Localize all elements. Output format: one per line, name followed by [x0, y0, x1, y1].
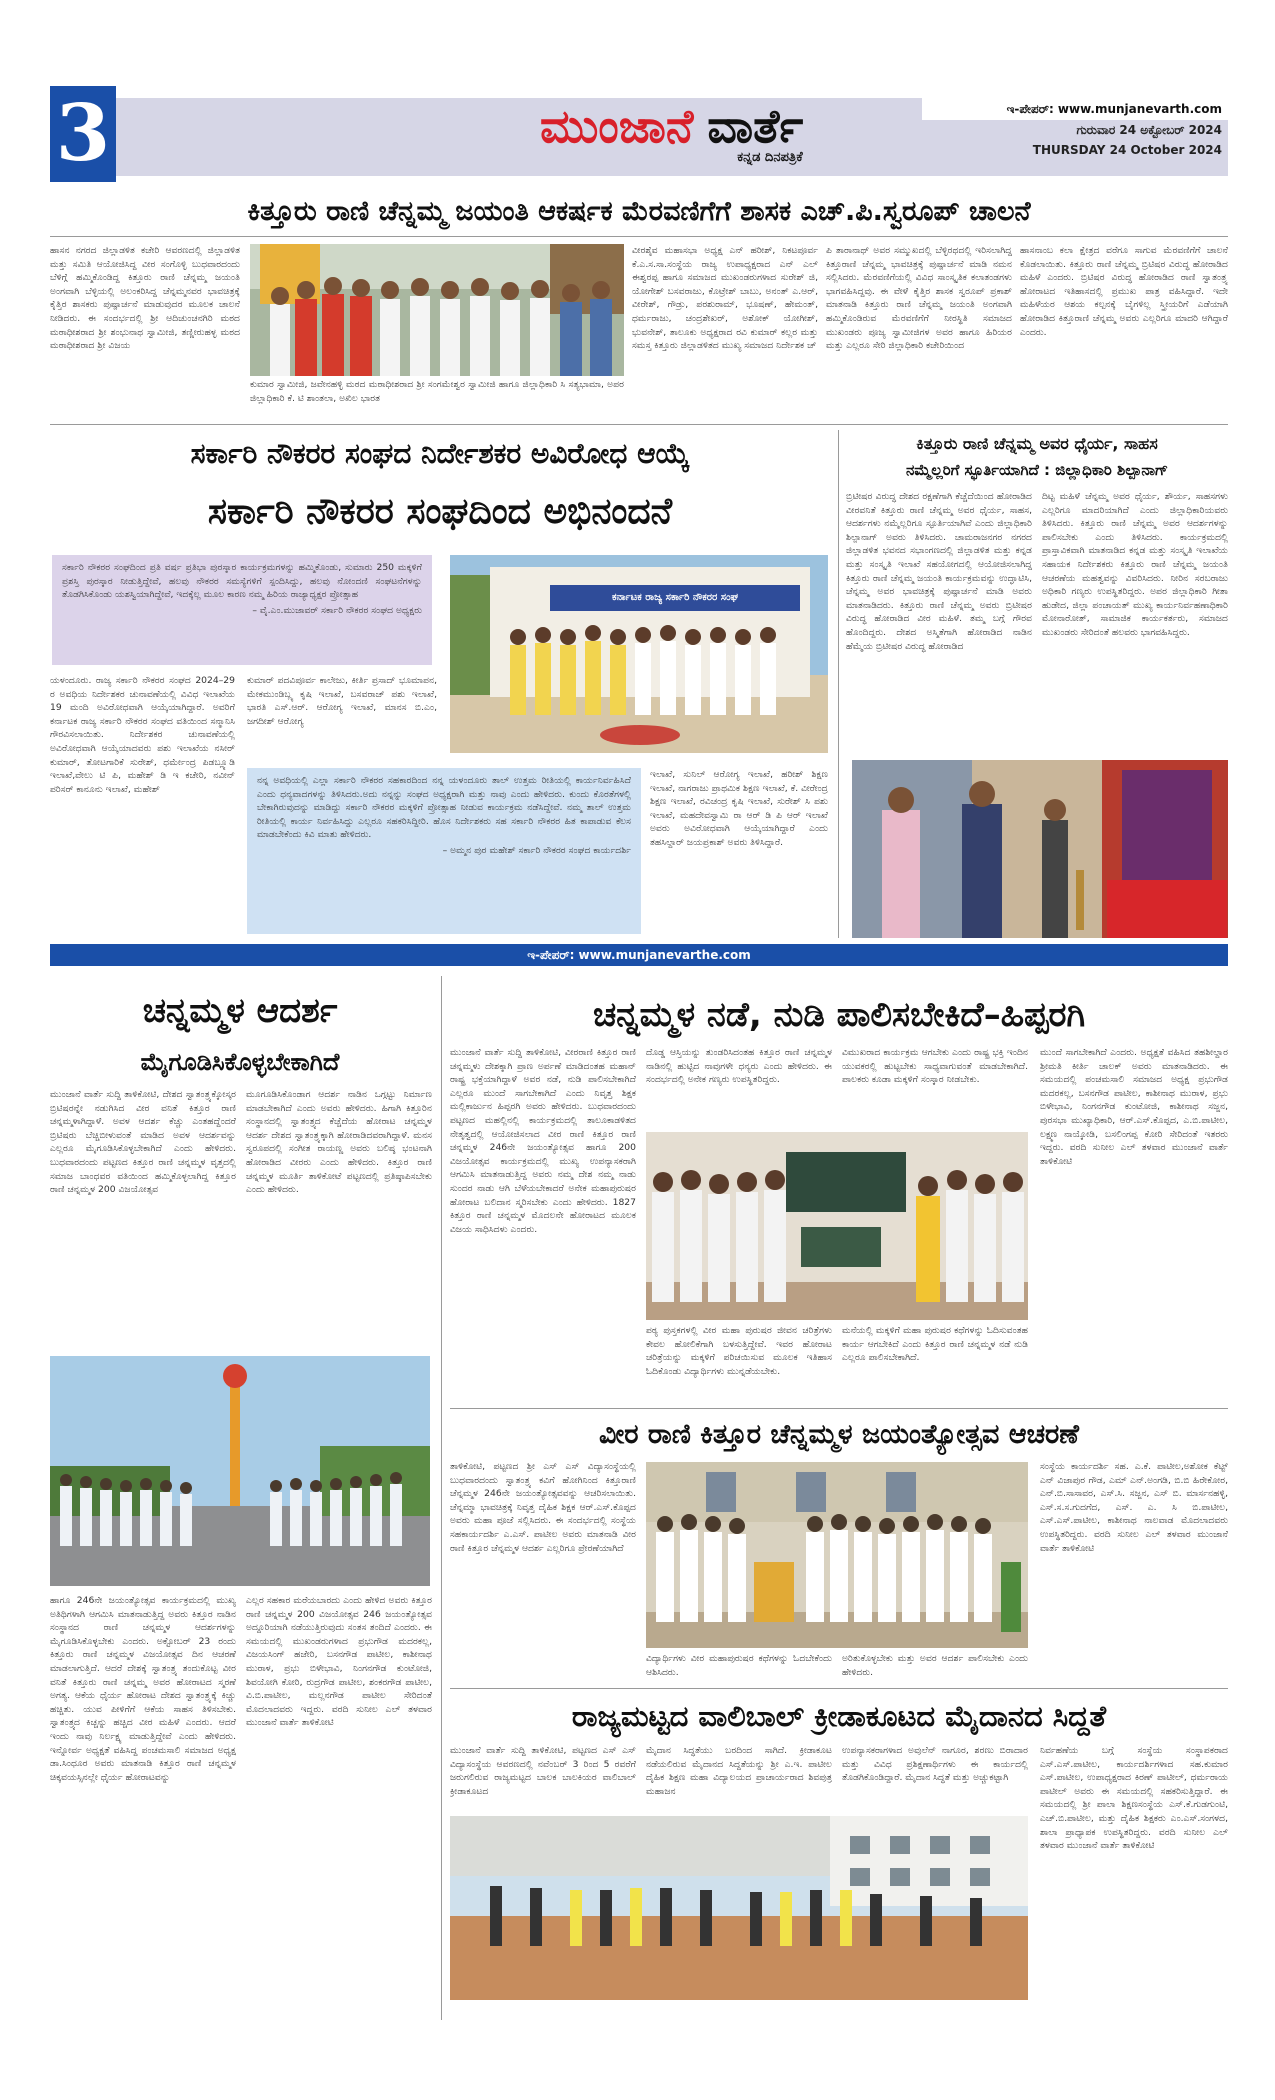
story1-headline: ಕಿತ್ತೂರು ರಾಣಿ ಚೆನ್ನಮ್ಮ ಜಯಂತಿ ಆಕರ್ಷಕ ಮೆರವಣಿಗೆಗೆ ಶಾಸಕ ಎಚ್.ಪಿ.ಸ್ವರೂಪ್ ಚಾಲನೆ — [247, 196, 1031, 227]
volleyball-ground-photo — [450, 1816, 1028, 2000]
story2-col1: ಯಳಂದೂರು. ರಾಜ್ಯ ಸರ್ಕಾರಿ ನೌಕರರ ಸಂಘದ 2024–29 ರ ಅವಧಿಯ ನಿರ್ದೇಶಕರ ಚುನಾವಣೆಯಲ್ಲಿ ವಿವಿಧ ಇಲಾಖೆಯ 19 ಮಂದಿ ಅವಿರೋಧವಾಗಿ ಆಯ್ಕೆಯಾಗಿದ್ದಾರೆ. ಅವರಿಗೆ ಕರ್ನಾಟಕ ರಾಜ್ಯ ಸರ್ಕಾರಿ ನೌಕರರ ಸಂಘದ ವತಿಯಿಂದ ಸನ್ಮಾನಿಸಿ ಗೌರವಿಸಲಾಯಿತು. ನಿರ್ದೇಶಕರ ಚುನಾವಣೆಯಲ್ಲಿ ಅವಿರೋಧವಾಗಿ ಆಯ್ಕೆಯಾದವರು ಪಶು ಇಲಾಖೆಯ ನಸೀರ್ ಕುಮಾರ್, ತೋಟಗಾರಿಕೆ ಸುರೇಶ್, ಧರ್ಮೇಂದ್ರ ಪಿಡಬ್ಲ್ಯೂಡಿ ಇಲಾಖೆ,ವೇಲು ಟಿ ಪಿ, ಮಹೇಶ್ ಡಿ ಇ ಕಚೇರಿ, ನವೀನ್ ಪರಿಸರ್ ಕಾನೂನು ಇಲಾಖೆ, ಮಹೇಶ್ — [50, 675, 235, 795]
story5-col4: ಮುಂದೆ ಸಾಗಬೇಕಾಗಿದೆ ಎಂದರು. ಅಧ್ಯಕ್ಷತೆ ವಹಿಸಿದ ತಹಶೀಲ್ದಾರ ಶ್ರೀಮತಿ ಕೀರ್ತಿ ಚಾಲಕ್ ಅವರು ಮಾತನಾಡಿದರು. ಈ ಸಮಯದಲ್ಲಿ ಪಂಚಮಸಾಲಿ ಸಮಾಜದ ಅಧ್ಯಕ್ಷ ಪ್ರಭುಗೌಡ ಮದರಕಲ್ಲ, ಬಸನಗೌಡ ಪಾಟೀಲ, ಕಾಶೀನಾಥ ಮುರಾಳ, ಪ್ರಭು ಬಿಳೇಭಾವಿ, ನಿಂಗನಗೌಡ ಕುಂಟೋಜಿ, ಕಾಶೀನಾಥ ಸಜ್ಜನ, ಪುರಸಭಾ ಮುಖ್ಯಾಧಿಕಾರಿ, ಆರ್.ಎಸ್.ಕೊಪ್ಪದ, ಎ.ಬಿ.ಪಾಟೀಲ, ಲಕ್ಷ್ಮಣ ನಾಯ್ಕೋಡಿ, ಬಸಲಿಂಗಪ್ಪ ಕೋರಿ ಸೇರಿದಂತೆ ಇತರರು ಇದ್ದರು. ವರದಿ ಸುನೀಲ ಎಲ್ ತಳವಾರ ಮುಂಜಾನೆ ವಾರ್ತೆ ತಾಳಿಕೋಟಿ — [1040, 1047, 1228, 1167]
divider — [450, 1688, 1228, 1689]
story7-col2: ಮೈದಾನ ಸಿದ್ಧತೆಯು ಬರದಿಂದ ಸಾಗಿದೆ. ಕ್ರೀಡಾಕೂಟ ನಡೆಯಲಿರುವ ಮೈದಾನದ ಸಿದ್ದತೆಯನ್ನು ಶ್ರೀ ಎ.ಇ. ಪಾಟೀಲ ದೈಹಿಕ ಶಿಕ್ಷಣ ಮಹಾ ವಿದ್ಯಾಲಯದ ಪ್ರಾಚಾರ್ಯರಾದ ಶಿವಪುತ್ರ ಮಹಾಜನ — [646, 1745, 832, 1797]
story5-col2: ದೊಡ್ಡ ಆಸ್ತಿಯನ್ನು ತುಂಡರಿಸಿದಂತಹ ಕಿತ್ತೂರ ರಾಣಿ ಚನ್ನಮ್ಮಳ ನಾಡಿನಲ್ಲಿ ಹುಟ್ಟಿದ ನಾವುಗಳೇ ಧನ್ಯರು ಎಂದು ಹೇಳಿದರು. ಈ ಸಂದರ್ಭದಲ್ಲಿ ಅನೇಕ ಗಣ್ಯರು ಉಪಸ್ಥಿತರಿದ್ದರು. — [646, 1047, 832, 1086]
story1-col1: ಹಾಸನ ನಗರದ ಜಿಲ್ಲಾಡಳಿತ ಕಚೇರಿ ಆವರಣದಲ್ಲಿ ಜಿಲ್ಲಾಡಳಿತ ಮತ್ತು ಸಮಿತಿ ಆಯೋಜಿಸಿದ್ದ ವೀರ ಸಂಗೊಳ್ಳಿ ಬುಧವಾರದಂದು ಬೆಳಿಗ್ಗೆ ಹಮ್ಮಿಕೊಂಡಿದ್ದ ಕಿತ್ತೂರು ರಾಣಿ ಚೆನ್ನಮ್ಮ ಜಯಂತಿ ಅಂಗವಾಗಿ ಬೆಳ್ಳಿಯಲ್ಲಿ ಅಲಂಕರಿಸಿದ್ದ ಚೆನ್ನಮ್ಮನವರ ಭಾವಚಿತ್ರಕ್ಕೆ ಕೈತ್ತಿರ ಶಾಸಕರು ಪುಷ್ಪಾರ್ಚನೆ ಮಾಡುವುದರ ಮೂಲಕ ಚಾಲನೆ ನೀಡಿದರು. ಈ ಸಂದರ್ಭದಲ್ಲಿ ಶ್ರೀ ಆದಿಚುಂಚನಗಿರಿ ಮಠದ ಮಠಾಧೀಶರಾದ ಶ್ರೀ ಶಂಭುನಾಥ ಸ್ವಾಮೀಜಿ, ತಣ್ಣೀರುಹಳ್ಳ ಮಠದ ಮಠಾಧೀಶರಾದ ಶ್ರೀ ವಿಜಯ — [50, 245, 240, 352]
story2-col3: ಇಲಾಖೆ, ಸುನಿಲ್ ಆರೋಗ್ಯ ಇಲಾಖೆ, ಹರೀಶ್ ಶಿಕ್ಷಣ ಇಲಾಖೆ, ನಾಗರಾಜು ಪ್ರಾಥಮಿಕ ಶಿಕ್ಷಣ ಇಲಾಖೆ, ಕೆ. ವೀರೇಂದ್ರ ಶಿಕ್ಷಣ ಇಲಾಖೆ, ರವಿಚಂದ್ರ ಕೃಷಿ ಇಲಾಖೆ, ಸುರೇಶ್ ಸಿ ಪಶು ಇಲಾಖೆ, ಮಹದೇವಸ್ವಾಮಿ ರಾ ಆರ್ ಡಿ ಪಿ ಆರ್ ಇಲಾಖೆ ಅವರು ಅವಿರೋಧವಾಗಿ ಆಯ್ಕೆಯಾಗಿದ್ದಾರೆ ಎಂದು ತಹಸಿಲ್ದಾರ್ ಜಯಪ್ರಕಾಶ್ ಅವರು ತಿಳಿಸಿದ್ದಾರೆ. — [650, 769, 828, 848]
date-kannada: ಗುರುವಾರ 24 ಅಕ್ಟೋಬರ್ 2024 — [1076, 123, 1222, 137]
quote-author: – ವೈ.ಎಂ.ಮುಜಾವರ್ ಸರ್ಕಾರಿ ನೌಕರರ ಸಂಘದ ಅಧ್ಯಕ್ಷರು — [252, 604, 422, 616]
divider — [450, 1408, 1228, 1409]
quote2-author: – ಅಮ್ಮನ ಪುರ ಮಹೇಶ್ ಸರ್ಕಾರಿ ನೌಕರರ ಸಂಘದ ಕಾರ್ಯದರ್ಶಿ — [442, 844, 631, 856]
story3-col1: ಬ್ರಿಟೀಷರ ವಿರುದ್ಧ ದೇಶದ ರಕ್ಷಣೆಗಾಗಿ ಕೆಚ್ಚೆದೆಯಿಂದ ಹೋರಾಡಿದ ವೀರವನಿತೆ ಕಿತ್ತೂರು ರಾಣಿ ಚೆನ್ನಮ್ಮ ಅವರ ಧೈರ್ಯ, ಸಾಹಸ, ಆದರ್ಶಗಳು ನಮ್ಮೆಲ್ಲರಿಗೂ ಸ್ಫೂರ್ತಿಯಾಗಿವೆ ಎಂದು ಜಿಲ್ಲಾಧಿಕಾರಿ ಶಿಲ್ಪಾನಾಗ್ ಅವರು ತಿಳಿಸಿದರು. ಚಾಮರಾಜನಗರ ನಗರದ ಜಿಲ್ಲಾಡಳಿತ ಭವನದ ಸಭಾಂಗಣದಲ್ಲಿ ಜಿಲ್ಲಾಡಳಿತ ಮತ್ತು ಕನ್ನಡ ಮತ್ತು ಸಂಸ್ಕೃತಿ ಇಲಾಖೆ ಸಹಯೋಗದಲ್ಲಿ ಆಯೋಜಿಸಲಾಗಿದ್ದ ಕಿತ್ತೂರು ರಾಣಿ ಚೆನ್ನಮ್ಮ ಜಯಂತಿ ಕಾರ್ಯಕ್ರಮವನ್ನು ಉದ್ಘಾಟಿಸಿ, ಚೆನ್ನಮ್ಮ ಅವರ ಭಾವಚಿತ್ರಕ್ಕೆ ಪುಷ್ಪಾರ್ಚನೆ ಮಾಡಿ ಅವರು ಮಾತನಾಡಿದರು. ಕಿತ್ತೂರು ರಾಣಿ ಚೆನ್ನಮ್ಮ ಅವರು ಬ್ರಿಟೀಷರ ವಿರುದ್ಧ ಹೋರಾಡಿದ ವೀರ ಮಹಿಳೆ. ತಮ್ಮ ಬಗ್ಗೆ ಗೌರವ ಹೊಂದಿದ್ದರು. ದೇಶದ ಅಸ್ಮಿತೆಗಾಗಿ ಹೋರಾಡಿದ ನಾಡಿನ ಹೆಮ್ಮೆಯ ಬ್ರಿಟೀಷರ ವಿರುದ್ಧ ಹೋರಾಡಿದ — [846, 491, 1032, 652]
classroom-event-photo — [646, 1132, 1028, 1320]
newspaper-logo — [540, 96, 900, 156]
story4-headline1: ಚನ್ನಮ್ಮಳ ಆದರ್ಶ — [142, 991, 338, 1031]
epaper-divider[interactable]: ಇ-ಪೇಪರ್: www.munjanevarthe.com — [50, 944, 1228, 966]
story2-quote2 — [247, 768, 641, 934]
story3-headline2: ನಮ್ಮೆಲ್ಲರಿಗೆ ಸ್ಫೂರ್ತಿಯಾಗಿದೆ : ಜಿಲ್ಲಾಧಿಕಾರಿ ಶಿಲ್ಪಾನಾಗ್ — [905, 461, 1169, 479]
story2-quote — [52, 555, 432, 665]
story6-headline: ವೀರ ರಾಣಿ ಕಿತ್ತೂರ ಚೆನ್ನಮ್ಮಳ ಜಯಂತ್ಯೋತ್ಸವ ಆಚರಣೆ — [599, 1419, 1079, 1450]
story4-photo — [50, 1356, 430, 1586]
column-rule — [441, 976, 442, 2020]
story5-photo — [646, 1132, 1028, 1320]
divider — [50, 236, 1228, 237]
quote2-text: ನನ್ನ ಅವಧಿಯಲ್ಲಿ ಎಲ್ಲಾ ಸರ್ಕಾರಿ ನೌಕರರ ಸಹಕಾರದಿಂದ ನನ್ನ ಯಳಂದೂರು ತಾಲ್ ಉತ್ತಮ ರೀತಿಯಲ್ಲಿ ಕಾರ್ಯನಿರ್ವಹಿಸಿದೆ ಎಂದು ಧನ್ಯವಾದಗಳನ್ನು ತಿಳಿಸಿದರು.ಅದು ನನ್ನನ್ನು ಸಂಘದ ಅಧ್ಯಕ್ಷರಾಗಿ ಮತ್ತು ನಾವು ಎಂದು ಹೇಳಿದರು. ಕುಂದು ಕೊರತೆಗಳಲ್ಲಿ ಬೇಕಾಗಿರುವುದನ್ನು ಮಾಡಿದ್ದು ಸರ್ಕಾರಿ ನೌಕರರ ಮಕ್ಕಳಿಗೆ ಪ್ರೋತ್ಸಾಹ ನೀಡುವ ಕಾರ್ಯಕ್ರಮ ನಡೆಸಿದ್ದೇವೆ. ನಮ್ಮ ತಾಲ್ ಉತ್ತಮ ರೀತಿಯಲ್ಲಿ ಕಾರ್ಯ ನಿರ್ವಹಿಸಿದ್ದು ಎಲ್ಲರೂ ಸಹಕರಿಸಿದ್ದೀರಿ. ಹೊಸ ನಿರ್ದೇಶಕರು ಸಹ ಸರ್ಕಾರಿ ನೌಕರರ ಹಿತ ಕಾಪಾಡುವ ಕೆಲಸ ಮಾಡಬೇಕೆಂದು ಕಿವಿ ಮಾತು ಹೇಳಿದರು. — [257, 775, 631, 841]
date-english: THURSDAY 24 October 2024 — [1032, 143, 1222, 157]
logo-red-word: ಮುಂಜಾನೆ — [540, 99, 694, 153]
epaper-url[interactable]: ಇ-ಪೇಪರ್: www.munjanevarth.com — [922, 98, 1228, 120]
story3-headline1: ಕಿತ್ತೂರು ರಾಣಿ ಚೆನ್ನಮ್ಮ ಅವರ ಧೈರ್ಯ, ಸಾಹಸ — [916, 434, 1158, 453]
story7-col1: ಮುಂಜಾನೆ ವಾರ್ತೆ ಸುದ್ದಿ ತಾಳಿಕೋಟಿ, ಪಟ್ಟಣದ ಎಸ್ ಎಸ್ ವಿದ್ಯಾಸಂಸ್ಥೆಯ ಆವರಣದಲ್ಲಿ ನವೆಂಬರ್ 3 ರಿಂದ 5 ರವರೆಗೆ ಜರುಗಲಿರುವ ರಾಜ್ಯಮಟ್ಟದ ಬಾಲಕ ಬಾಲಕಿಯರ ವಾಲಿಬಾಲ್ ಕ್ರೀಡಾಕೂಟದ — [450, 1745, 636, 1797]
story1-col4: ಹಾಸನಾಂಬ ಕಲಾ ಕ್ಷೇತ್ರದ ವರೆಗೂ ಸಾಗುವ ಮೆರವಣಿಗೆಗೆ ಚಾಲನೆ ಕೊಡಲಾಯಿತು. ಕಿತ್ತೂರು ರಾಣಿ ಚೆನ್ನಮ್ಮ ಬ್ರಿಟಿಷರ ವಿರುದ್ಧ ಹೋರಾಡಿದ ಮಹಿಳೆ ಎಂದರು. ಬ್ರಿಟಿಷರ ವಿರುದ್ಧ ಹೋರಾಡಿದ ರಾಣಿ ಸ್ವಾತಂತ್ರ್ಯ ಹೋರಾಟದ ಇತಿಹಾಸದಲ್ಲಿ ಪ್ರಮುಖ ಪಾತ್ರ ವಹಿಸಿದ್ದಾರೆ. ಇದೇ ಮಹಿಳೆಯರ ಆಶಯ ಕಲ್ಪನಕ್ಕೆ ಬೈಗಳಿಲ್ಲ ಸ್ತ್ರೀಯರಿಗೆ ಎಡೆಯಾಗಿ ಹೋರಾಡಿದ ಕಿತ್ತೂರಾಣಿ ಚೆನ್ನಮ್ಮ ಅವರು ಎಲ್ಲರಿಗೂ ಮಾದರಿ ಆಗಿದ್ದಾರೆ ಎಂದರು. — [1020, 245, 1228, 338]
page-number: 3 — [50, 86, 116, 182]
school-celebration-photo — [646, 1462, 1028, 1648]
story3-photo — [852, 760, 1228, 938]
story2-col2: ಕುಮಾರ್ ಪದವಿಪೂರ್ವ ಕಾಲೇಜು, ಕೀರ್ತಿ ಪ್ರಸಾದ್ ಭೂಮಾಪನ, ಮೇಕಮುಂಡಿಬ್ಲ್ಯ ಕೃಷಿ ಇಲಾಖೆ, ಬಸವರಾಜ್ ಪಶು ಇಲಾಖೆ, ಭಾರತಿ ಎಸ್.ಆರ್. ಆರೋಗ್ಯ ಇಲಾಖೆ, ಮಾನಸ ಬಿ.ಎಂ, ಜಗದೀಶ್ ಆರೋಗ್ಯ — [247, 675, 437, 727]
newspaper-tagline: ಕನ್ನಡ ದಿನಪತ್ರಿಕೆ — [737, 150, 803, 165]
story1-caption: ಕುಮಾರ ಸ್ವಾಮೀಜಿ, ಜವೇನಹಳ್ಳಿ ಮಠದ ಮಠಾಧೀಶರಾದ ಶ್ರೀ ಸಂಗಮೇಶ್ವರ ಸ್ವಾಮೀಜಿ ಹಾಗೂ ಜಿಲ್ಲಾಧಿಕಾರಿ ಸಿ ಸತ್ಯಭಾಮಾ, ಅಪರ ಜಿಲ್ಲಾಧಿಕಾರಿ ಕೆ. ಟಿ ಶಾಂತಲಾ, ಅಖಿಲ ಭಾರತ — [250, 379, 624, 404]
story1-photo — [250, 244, 624, 376]
office-group-photo — [450, 555, 828, 753]
story4-caption1: ಹಾಗೂ 246ನೇ ಜಯಂತ್ಯೋತ್ಸವ ಕಾರ್ಯಕ್ರಮದಲ್ಲಿ ಮುಖ್ಯ ಅತಿಥಿಗಳಾಗಿ ಆಗಮಿಸಿ ಮಾತನಾಡುತ್ತಿದ್ದ ಅವರು ಕಿತ್ತೂರ ನಾಡಿನ ಸಂಸ್ಥಾನದ ರಾಣಿ ಚನ್ನಮ್ಮಳ ಆದರ್ಶಗಳನ್ನು ಮೈಗೂಡಿಸಿಕೊಳ್ಳಬೇಕು ಎಂದರು. ಅಕ್ಟೋಬರ್ 23 ರಂದು ಕಿತ್ತೂರು ರಾಣಿ ಚನ್ನಮ್ಮಳ ವಿಜಯೋತ್ಸವ ದಿನ ಆಚರಣೆ ಮಾಡಲಾಗುತ್ತಿದೆ. — [50, 1595, 236, 1674]
story6-photo — [646, 1462, 1028, 1648]
column-rule — [838, 430, 839, 938]
story5-col1: ಮುಂಜಾನೆ ವಾರ್ತೆ ಸುದ್ದಿ ತಾಳಿಕೋಟಿ, ವೀರರಾಣಿ ಕಿತ್ತೂರ ರಾಣಿ ಚನ್ನಮ್ಮಳು ದೇಶಕ್ಕಾಗಿ ಪ್ರಾಣ ಅರ್ಪಣೆ ಮಾಡಿದಂತಹ ಮಹಾನ್ ರಾಷ್ಟ್ರ ಭಕ್ತೆಯಾಗಿದ್ದಾಳೆ ಅವರ ನಡೆ, ನುಡಿ ಪಾಲಿಸಬೇಕಾಗಿದೆ ಎಲ್ಲರೂ ಮುಂದೆ ಸಾಗಬೇಕಾಗಿದೆ ಎಂದು ನಿವೃತ್ತ ಶಿಕ್ಷಕ ಮಲ್ಲಿಕಾರ್ಜುನ ಹಿಪ್ಪರಗಿ ಅವರು ಹೇಳಿದರು. ಬುಧವಾರದಂದು ಪಟ್ಟಣದ ಮಹಲ್ಲಿನಲ್ಲಿ ಕಾರ್ಯಕ್ರಮದಲ್ಲಿ ತಾಲೂಕಾಡಳಿತದ ನೇತೃತ್ವದಲ್ಲಿ ಆಯೋಜಿಸಲಾದ ವೀರ ರಾಣಿ ಕಿತ್ತೂರ ರಾಣಿ ಚನ್ನಮ್ಮಳ 246ನೇ ಜಯಂತ್ಯೋತ್ಸವ ಹಾಗೂ 200 ವಿಜಯೋತ್ಸವ ಕಾರ್ಯಕ್ರಮದಲ್ಲಿ ಮುಖ್ಯ ಉಪನ್ಯಾಸಕರಾಗಿ ಆಗಮಿಸಿ ಮಾತನಾಡುತ್ತಿದ್ದ ಅವರು ನಮ್ಮ ದೇಶ ನಮ್ಮ ನಾಡು ಸುಂದರ ನಾಡು ಆಗಿ ಬೆಳೆಯಬೇಕಾದರೆ ಅನೇಕ ಮಹಾಪುರುಷರ ಹೋರಾಟ ಬಲಿದಾನ ಸ್ಮರಿಸಬೇಕು ಎಂದು ಹೇಳಿದರು. 1827 ಕಿತ್ತೂರ ರಾಣಿ ಚನ್ನಮ್ಮಳ ಮೊದಲನೇ ಹೋರಾಟದ ಮೂಲಕ ವಿಜಯ ಸಾಧಿಸಿದಳು ಎಂದರು. — [450, 1047, 636, 1235]
story4-col2: ಮೂಗೂಡಿಸಿಕೊಂಡಾಗ ಆದರ್ಶ ನಾಡಿನ ಒಗ್ಗಟ್ಟು ನಿರ್ಮಾಣ ಮಾಡಬೇಕಾಗಿದೆ ಎಂದು ಅವರು ಹೇಳಿದರು. ಹಿಗಾಗಿ ಕಿತ್ತೂರಿನ ಸಂಸ್ಥಾನದಲ್ಲಿ ಸ್ವಾತಂತ್ರ್ಯದ ಕೆಚ್ಚೆದೆಯ ಹೋರಾಟ ಚನ್ನಮ್ಮಳ ಆದರ್ಶ ದೇಶದ ಸ್ವಾತಂತ್ರ್ಯಕ್ಕಾಗಿ ಹೋರಾಡಿದವರಾಗಿದ್ದಾಳೆ. ಮನಸ ಸ್ವರೂಪದಲ್ಲಿ ಸಂಗೀತ ರಾಯಣ್ಣ ಅವರು ಬಲಿಷ್ಠ ಭಂಟನಾಗಿ ಹೋರಾಡಿದ ವೀರರು ಎಂದು ಹೇಳಿದರು. ಕಿತ್ತೂರ ರಾಣಿ ಚನ್ನಮ್ಮಳ ಮೂರ್ತಿ ತಾಳಿಕೋಟೆ ಪಟ್ಟಣದಲ್ಲಿ ಪ್ರತಿಷ್ಠಾಪಿಸಬೇಕು ಎಂದು ಹೇಳಿದರು. — [246, 1089, 432, 1196]
story6-caption: ವಿದ್ಯಾರ್ಥಿಗಳು ವೀರ ಮಹಾಪುರುಷರ ಕಥೆಗಳನ್ನು ಓದಬೇಕೆಂದು ಆಶಿಸಿದರು. — [646, 1653, 832, 1678]
logo-black-word: ವಾರ್ತೆ — [707, 99, 804, 153]
quote-text: ಸರ್ಕಾರಿ ನೌಕರರ ಸಂಘದಿಂದ ಪ್ರತಿ ವರ್ಷ ಪ್ರತಿಭಾ ಪುರಸ್ಕಾರ ಕಾರ್ಯಕ್ರಮಗಳನ್ನು ಹಮ್ಮಿಕೊಂಡು, ಸುಮಾರು 250 ಮಕ್ಕಳಿಗೆ ಪ್ರಶಸ್ತಿ ಪುರಸ್ಕಾರ ನೀಡುತ್ತಿದ್ದೇವೆ, ಹಲವು ನೌಕರರ ಸಮಸ್ಯೆಗಳಿಗೆ ಸ್ಪಂದಿಸಿದ್ದು, ಹಲವು ನೋಂದಣಿ ಸಂಘಟನೆಗಳನ್ನು ತೊಡಗಿಸಿಕೊಂಡು ಯಶಸ್ವಿಯಾಗಿದ್ದೇವೆ, ಇದಕ್ಕೆಲ್ಲ ಮೂಲ ಕಾರಣ ನಮ್ಮ ಹಿರಿಯ ರಾಜ್ಯಾಧ್ಯಕ್ಷರ ಪ್ರೋತ್ಸಾಹ — [62, 562, 422, 601]
story7-headline: ರಾಜ್ಯಮಟ್ಟದ ವಾಲಿಬಾಲ್ ಕ್ರೀಡಾಕೂಟದ ಮೈದಾನದ ಸಿದ್ದತೆ — [571, 1699, 1107, 1733]
story5-col3: ವಿಮುಖರಾದ ಕಾರ್ಯಕ್ರಮ ಆಗಬೇಕು ಎಂದು ರಾಷ್ಟ್ರ ಭಕ್ತಿ ಇಂದಿನ ಯುವಕರಲ್ಲಿ ಹುಟ್ಟಬೇಕು ಸಾಧ್ಯವಾಗುವಂತೆ ಮಾಡಬೇಕಾಗಿದೆ. ಪಾಲಕರು ಕೂಡಾ ಮಕ್ಕಳಿಗೆ ಸಂಸ್ಕಾರ ನೀಡಬೇಕು. — [842, 1047, 1028, 1086]
procession-photo — [250, 244, 624, 376]
story2-photo — [450, 555, 828, 753]
divider — [50, 424, 1228, 425]
story4-col-a-text: ಆದರೆ ದೇಶಕ್ಕೆ ಸ್ವಾತಂತ್ರ್ಯ ತಂದುಕೊಟ್ಟ ವೀರ ವನಿತೆ ಕಿತ್ತೂರು ರಾಣಿ ಚನ್ನಮ್ಮ ಅವರ ಹೋರಾಟದ ಸ್ಮರಣೆ ಅಗತ್ಯ. ಆಕೆಯ ಧೈರ್ಯ ಹೋರಾಟ ದೇಶದ ಸ್ವಾತಂತ್ರ್ಯಕ್ಕೆ ಕಿಚ್ಚು ಹಚ್ಚಿತು. ಯುವ ಪೀಳಿಗೆಗೆ ಆಕೆಯ ಸಾಹಸ ತಿಳಿಸಬೇಕು. ಸ್ವಾತಂತ್ರ್ಯದ ಕಿಚ್ಚನ್ನು ಹಚ್ಚಿದ ವೀರ ಮಹಿಳೆ ಎಂದರು. ಆದರೆ ಇಂದು ನಾವು ನಿರ್ಲಕ್ಷ್ಯ ಮಾಡುತ್ತಿದ್ದೇವೆ ಎಂದು ಹೇಳಿದರು. ಇನ್ನೋರ್ವ ಅಧ್ಯಕ್ಷತೆ ವಹಿಸಿದ್ದ ಪಂಚಮಸಾಲಿ ಸಮಾಜದ ಅಧ್ಯಕ್ಷ ಡಾ.ಸಿಂಧೂರ ಅವರು ಮಾತನಾಡಿ ಕಿತ್ತೂರ ರಾಣಿ ಚನ್ನಮ್ಮಳ ಚಿಕ್ಕವಯಸ್ಸಿನಲ್ಲೇ ಧೈರ್ಯ ಹೋರಾಟವನ್ನು — [50, 1662, 236, 1783]
story1-col3: ಪಿ ತಾರಾನಾಥ್ ಅವರ ಸಮ್ಮುಖದಲ್ಲಿ ಬೆಳ್ಳಿರಥದಲ್ಲಿ ಇರಿಸಲಾಗಿದ್ದ ಕಿತ್ತೂರಾಣಿ ಚೆನ್ನಮ್ಮ ಭಾವಚಿತ್ರಕ್ಕೆ ಪುಷ್ಪಾರ್ಚನೆ ಮಾಡಿ ನಮನ ಸಲ್ಲಿಸಿದರು. ಮೆರವಣಿಗೆಯಲ್ಲಿ ವಿವಿಧ ಸಾಂಸ್ಕೃತಿಕ ಕಲಾತಂಡಗಳು ಭಾಗವಹಿಸಿದ್ದವು. ಈ ವೇಳೆ ಕೈತ್ತಿರ ಶಾಸಕ ಸ್ವರೂಪ್ ಪ್ರಕಾಶ್ ಮಾತನಾಡಿ ಕಿತ್ತೂರು ರಾಣಿ ಚೆನ್ನಮ್ಮ ಜಯಂತಿ ಅಂಗವಾಗಿ ಹಮ್ಮಿಕೊಂಡಿರುವ ಮೆರವಣಿಗೆಗೆ ನೀರಸ್ಥಿತಿ ಸಮಾಜದ ಮುಖಂಡರು ಪೂಜ್ಯ ಸ್ವಾಮೀಜಿಗಳ ಅವರ ಹಾಗೂ ಹಿರಿಯರ ಮತ್ತು ಎಲ್ಲರೂ ಸೇರಿ ಜಿಲ್ಲಾಧಿಕಾರಿ ಕಚೇರಿಯಿಂದ — [826, 245, 1012, 352]
story4-headline2: ಮೈಗೂಡಿಸಿಕೊಳ್ಳಬೇಕಾಗಿದೆ — [140, 1048, 340, 1076]
story4-col-a — [50, 1594, 236, 2014]
story4-col-b: ಎಲ್ಲರ ಸಹಕಾರ ಮರೆಯಬಾರದು ಎಂದು ಹೇಳಿದ ಅವರು ಕಿತ್ತೂರ ರಾಣಿ ಚನ್ನಮ್ಮಳ 200 ವಿಜಯೋತ್ಸವ 246 ಜಯಂತ್ಯೋತ್ಸವ ಅದ್ದೂರಿಯಾಗಿ ನಡೆಯುತ್ತಿರುವುದು ಸಂತಸ ತಂದಿದೆ ಎಂದರು. ಈ ಸಮಯದಲ್ಲಿ ಮುಖಂಡರುಗಳಾದ ಪ್ರಭುಗೌಡ ಮದರಕಲ್ಲ, ವಿಜಯಸಿಂಗ್ ಹಜೇರಿ, ಬಸನಗೌಡ ಪಾಟೀಲ, ಕಾಶೀನಾಥ ಮುರಾಳ, ಪ್ರಭು ಬಿಳೇಭಾವಿ, ನಿಂಗನಗೌಡ ಕುಂಟೋಜಿ, ಶಿವಯೋಗಿ ಕೋರಿ, ರುದ್ರಗೌಡ ಪಾಟೀಲ, ಶಂಕರಗೌಡ ಪಾಟೀಲ, ವಿ.ಬಿ.ಪಾಟೀಲ, ಮಲ್ಲನಗೌಡ ಪಾಟೀಲ ಸೇರಿದಂತೆ ಮೊದಲಾದವರು ಇದ್ದರು. ವರದಿ ಸುನೀಲ ಎಲ್ ತಳವಾರ ಮುಂಜಾನೆ ವಾರ್ತೆ ತಾಳಿಕೋಟಿ — [246, 1595, 432, 1729]
story5-caption-left: ಪಠ್ಯ ಪುಸ್ತಕಗಳಲ್ಲಿ ವೀರ ಮಹಾ ಪುರುಷರ ಜೀವನ ಚರಿತ್ರೆಗಳು ಕೇವಲ ಹೋಲಿಕೆಗಾಗಿ ಬಳಸುತ್ತಿದ್ದೇವೆ. ಇವರ ಹೋರಾಟ ಚರಿತ್ರೆಯನ್ನು ಮಕ್ಕಳಿಗೆ ಪರಿಚಯಿಸುವ ಮೂಲಕ ಇತಿಹಾಸ ಓದಿಕೊಂಡು ವಿದ್ಯಾರ್ಥಿಗಳು ಮುನ್ನಡೆಯಬೇಕು. — [646, 1325, 832, 1377]
story4-col1: ಮುಂಜಾನೆ ವಾರ್ತೆ ಸುದ್ದಿ ತಾಳಿಕೋಟಿ, ದೇಶದ ಸ್ವಾತಂತ್ರ್ಯಕ್ಕೋಸ್ಕರ ಬ್ರಿಟಿಷರನ್ನೇ ನಡುಗಿಸಿದ ವೀರ ವನಿತೆ ಕಿತ್ತೂರ ರಾಣಿ ಚನ್ನಮ್ಮಳಾಗಿದ್ದಾಳೆ. ಅವಳ ಆದರ್ಶ ಕೆಚ್ಚು ಎಂತಹದ್ದೆಂದರೆ ಬ್ರಿಟಿಷರು ಬೆಚ್ಚಿಬೀಳುವಂತೆ ಮಾಡಿದ ಅವಳ ಆದರ್ಶವನ್ನು ಎಲ್ಲರೂ ಮೈಗೂಡಿಸಿಕೊಳ್ಳಬೇಕಾಗಿದೆ ಎಂದು ಹೇಳಿದರು. ಬುಧವಾರದಂದು ಪಟ್ಟಣದ ಕಿತ್ತೂರ ರಾಣಿ ಚನ್ನಮ್ಮಳ ವೃತ್ತದಲ್ಲಿ ಸಮಾಜ ಬಾಂಧವರ ವತಿಯಿಂದ ಹಮ್ಮಿಕೊಳ್ಳಲಾಗಿದ್ದ ಕಿತ್ತೂರ ರಾಣಿ ಚನ್ನಮ್ಮಳ 200 ವಿಜಯೋತ್ಸವ — [50, 1089, 236, 1196]
tribute-photo — [852, 760, 1228, 938]
story2-headline1: ಸರ್ಕಾರಿ ನೌಕರರ ಸಂಘದ ನಿರ್ದೇಶಕರ ಅವಿರೋಧ ಆಯ್ಕೆ — [190, 437, 690, 470]
story2-headline2: ಸರ್ಕಾರಿ ನೌಕರರ ಸಂಘದಿಂದ ಅಭಿನಂದನೆ — [207, 491, 673, 532]
story7-col4: ನಿರ್ವಹಣೆಯ ಬಗ್ಗೆ ಸಂಸ್ಥೆಯ ಸಂಸ್ಥಾಪಕರಾದ ಎಸ್.ಎಸ್.ಪಾಟೀಲ, ಕಾರ್ಯದರ್ಶಿಗಳಾದ ಸಹ.ಕುಮಾರ ಎಸ್.ಪಾಟೀಲ, ಉಪಾಧ್ಯಕ್ಷರಾದ ಕಿರಣ್ ಪಾಟೀಲ್, ಧರ್ಮರಾಯ ಪಾಟೀಲ್ ಅವರು ಈ ಸಮಯದಲ್ಲಿ ಸಹಕರಿಸುತ್ತಿದ್ದಾರೆ. ಈ ಸಮಯದಲ್ಲಿ ಶ್ರೀ ಪಾಲಾ ಶಿಕ್ಷಣಸಂಸ್ಥೆಯ ಎಸ್.ಕೆ.ಗುಡಗುಂಟಿ, ಎಚ್.ಬಿ.ಪಾಟೀಲ, ಮತ್ತು ದೈಹಿಕ ಶಿಕ್ಷಕರು ಎಂ.ಎಸ್.ಸಂಗಳದ, ಶಾಲಾ ಪ್ರಾಧ್ಯಾಪಕ ಉಪಸ್ಥಿತರಿದ್ದರು. ವರದಿ ಸುನೀಲ ಎಲ್ ತಳವಾರ ಮುಂಜಾನೆ ವಾರ್ತೆ ತಾಳಿಕೋಟಿ — [1040, 1745, 1228, 1852]
story3-col2: ದಿಟ್ಟ ಮಹಿಳೆ ಚೆನ್ನಮ್ಮ ಅವರ ಧೈರ್ಯ, ಶೌರ್ಯ, ಸಾಹಸಗಳು ಎಲ್ಲರಿಗೂ ಮಾದರಿಯಾಗಿದೆ ಎಂದು ಜಿಲ್ಲಾಧಿಕಾರಿಯವರು ತಿಳಿಸಿದರು. ಕಿತ್ತೂರು ರಾಣಿ ಚೆನ್ನಮ್ಮ ಅವರ ಆದರ್ಶಗಳನ್ನು ಪಾಲಿಸಬೇಕು ಎಂದು ತಿಳಿಸಿದರು. ಕಾರ್ಯಕ್ರಮದಲ್ಲಿ ಪ್ರಾಸ್ತಾವಿಕವಾಗಿ ಮಾತನಾಡಿದ ಕನ್ನಡ ಮತ್ತು ಸಂಸ್ಕೃತಿ ಇಲಾಖೆಯ ಸಹಾಯಕ ನಿರ್ದೇಶಕರು ಕಿತ್ತೂರು ರಾಣಿ ಚೆನ್ನಮ್ಮ ಜಯಂತಿ ಆಚರಣೆಯ ಮಹತ್ವವನ್ನು ವಿವರಿಸಿದರು. ನೀರಿನ ಸರಬರಾಜು ಅಧಿಕಾರಿ ಗಣ್ಯರು ಉಪಸ್ಥಿತರಿದ್ದರು. ಅಪರ ಜಿಲ್ಲಾಧಿಕಾರಿ ಗೀತಾ ಹುಡೇದ, ಜಿಲ್ಲಾ ಪಂಚಾಯತ್ ಮುಖ್ಯ ಕಾರ್ಯನಿರ್ವಹಣಾಧಿಕಾರಿ ಮೋನಾರೋತ್, ಸಾಮಾಜಿಕ ಕಾರ್ಯಕರ್ತರು, ಸಮಾಜದ ಮುಖಂಡರು ಸೇರಿದಂತೆ ಹಲವರು ಭಾಗವಹಿಸಿದ್ದರು. — [1042, 491, 1228, 638]
story7-photo — [450, 1816, 1028, 2000]
street-gathering-photo — [50, 1356, 430, 1586]
story7-col3: ಉಪನ್ಯಾಸಕರಾಗಳಾದ ಅವುಲೆನ್ ನಾಗೂರ, ಶರಣು ಬಿರಾದಾರ ಮತ್ತು ವಿವಿಧ ಪ್ರಶಿಕ್ಷಣಾರ್ಥಿಗಳು ಈ ಕಾರ್ಯದಲ್ಲಿ ತೊಡಗಿಕೊಂಡಿದ್ದಾರೆ. ಮೈದಾನ ಸಿದ್ಧತೆ ಮತ್ತು ಅಚ್ಚುಕಟ್ಟಾಗಿ — [842, 1745, 1028, 1784]
office-signboard: ಕರ್ನಾಟಕ ರಾಜ್ಯ ಸರ್ಕಾರಿ ನೌಕರರ ಸಂಘ — [611, 592, 739, 603]
story6-col1: ತಾಳಿಕೋಟಿ, ಪಟ್ಟಣದ ಶ್ರೀ ಎಸ್ ಎಸ್ ವಿದ್ಯಾಸಂಸ್ಥೆಯಲ್ಲಿ ಬುಧವಾರದಂದು ಸ್ವಾತಂತ್ರ್ಯ ಕವಿಗೆ ಹೋಗಿನಿಂದ ಕಿತ್ತೂರಾಣಿ ಚೆನ್ನಮ್ಮಳ 246ನೇ ಜಯಂತ್ಯೋತ್ಸವವನ್ನು ಆಚರಿಸಲಾಯಿತು. ಚೆನ್ನಮ್ಮಾ ಭಾವಚಿತ್ರಕ್ಕೆ ನಿವೃತ್ತ ದೈಹಿಕ ಶಿಕ್ಷಕ ಆರ್.ಎಸ್.ಕೊಪ್ಪದ ಅವರು ಮಹಾ ಪೂಜೆ ಸಲ್ಲಿಸಿದರು. ಈ ಸಂದರ್ಭದಲ್ಲಿ ಸಂಸ್ಥೆಯ ಸಹಕಾರ್ಯದರ್ಶಿ ಎ.ಎಸ್. ಪಾಟೀಲ ಅವರು ಮಾತನಾಡಿ ವೀರ ರಾಣಿ ಕಿತ್ತೂರ ಚೆನ್ನಮ್ಮಳ ಆದರ್ಶ ಎಲ್ಲರಿಗೂ ಪ್ರೇರಣೆಯಾಗಿದೆ — [450, 1461, 636, 1554]
story6-col2: ಸಂಸ್ಥೆಯ ಕಾರ್ಯದರ್ಶಿ ಸಹ. ಎ.ಕೆ. ಪಾಟೀಲ,ಅಶೋಕ ಕೆಟ್ಟ್ ಎನ್ ವಿಜಾಪುರ ಗೌಡ, ಎಮ್ ಎನ್.ಅಂಗಡಿ, ಬಿ.ಬಿ ಹಿರೇಕೋರ, ಎನ್.ಬಿ.ಸಾಸಾವರ, ಎಸ್.ಸಿ. ಸಜ್ಜನ, ಎಸ್ ಬಿ. ಮಾರ್ಸನಹಳ್ಳಿ, ಎಸ್.ಸ.ಸ.ಗುದಗೆದ, ಎಸ್. ಎ. ಸಿ ಬಿ.ಪಾಟೀಲ, ಎಸ್.ಎಸ್.ಪಾಟೀಲ, ಕಾಶೀನಾಥ ನಾಲವಾಡ ಮೊದಲಾದವರು ಉಪಸ್ಥಿತರಿದ್ದರು. ವರದಿ ಸುನೀಲ ಎಲ್ ತಳವಾರ ಮುಂಜಾನೆ ವಾರ್ತೆ ತಾಳಿಕೋಟಿ — [1040, 1461, 1228, 1554]
story5-caption-right: ಮನೆಯಲ್ಲಿ ಮಕ್ಕಳಿಗೆ ಮಹಾ ಪುರುಷರ ಕಥೆಗಳನ್ನು ಓದಿಸುವಂತಹ ಕಾರ್ಯ ಆಗಬೇಕಿದೆ ಎಂದು ಕಿತ್ತೂರ ರಾಣಿ ಚನ್ನಮ್ಮಳ ನಡೆ ನುಡಿ ಎಲ್ಲರೂ ಪಾಲಿಸಬೇಕಾಗಿದೆ. — [842, 1325, 1028, 1364]
story5-headline: ಚನ್ನಮ್ಮಳ ನಡೆ, ನುಡಿ ಪಾಲಿಸಬೇಕಿದೆ–ಹಿಪ್ಪರಗಿ — [592, 995, 1086, 1035]
story1-col2: ವೀರಶೈವ ಮಹಾಸಭಾ ಅಧ್ಯಕ್ಷ ಎನ್ ಹರೀಶ್, ನಿಕಟಪೂರ್ವ ಕೆ.ಎ.ಸ.ಸಾ.ಸಂಸ್ಥೆಯ ರಾಜ್ಯ ಉಪಾಧ್ಯಕ್ಷರಾದ ಎನ್ ಎಲ್ ಈಶ್ವರಪ್ಪ ಹಾಗೂ ಸಮಾಜದ ಮುಖಂಡರುಗಳಾದ ಸುರೇಶ್ ಜಿ, ಯೋಗೇಶ್ ಬಸವರಾಜು, ಕೊಟ್ರೇಶ್ ಬಾಬು, ಅನಂತ್ ಎ.ಆರ್, ವೀರೇಶ್, ಗೌಡ್ರು, ಪರಶುರಾಮ್, ಭೂಷಣ್, ಹೇಮಂತ್, ಧರ್ಮರಾಜು, ಚಂದ್ರಶೇಖರ್, ಅಶೋಕ್ ಯೋಗೀಶ್, ಭುವನೇಶ್, ತಾಲೂಕು ಅಧ್ಯಕ್ಷರಾದ ರವಿ ಕುಮಾರ್ ಕಲ್ಲರ ಮತ್ತು ಸಮಸ್ತ ಕಿತ್ತೂರು ಜಿಲ್ಲಾಡಳಿತದ ಮುಖ್ಯ ಸಮಾಜದ ನಿರ್ದೇಶಕ ಚ್ — [632, 245, 818, 352]
story6-caption2: ಅರಿತುಕೊಳ್ಳಬೇಕು ಮತ್ತು ಅವರ ಆದರ್ಶ ಪಾಲಿಸಬೇಕು ಎಂದು ಹೇಳಿದರು. — [842, 1653, 1028, 1678]
